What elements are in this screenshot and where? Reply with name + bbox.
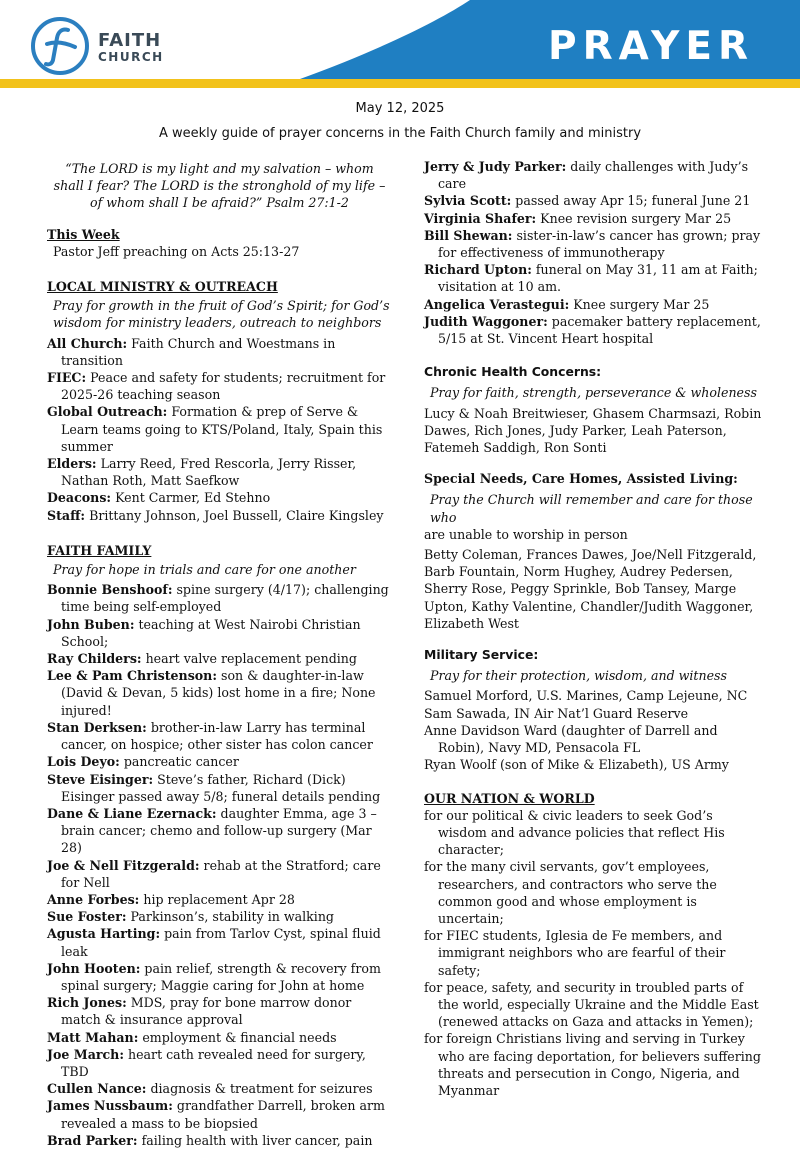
special-needs-note-cont: are unable to worship in person — [424, 526, 628, 542]
list-item: Lee & Pam Christenson: son & daughter-in-law (David & Devan, 5 kids) lost home in a fire; None injured! — [47, 668, 376, 718]
faith-family-heading: FAITH FAMILY — [47, 542, 152, 558]
list-item: Anne Forbes: hip replacement Apr 28 — [47, 891, 295, 907]
list-item: Joe & Nell Fitzgerald: rehab at the Stratford; care for Nell — [47, 857, 381, 890]
logo-faith-text: FAITH — [98, 30, 162, 51]
list-item: Lois Deyo: pancreatic cancer — [47, 754, 239, 770]
military-list — [424, 687, 764, 773]
local-ministry-note: Pray for growth in the fruit of God’s Spirit; for God’s wisdom for ministry leaders, outreach to neighbors — [53, 298, 390, 331]
list-item: Richard Upton: funeral on May 31, 11 am at Faith; visitation at 10 am. — [424, 262, 758, 295]
special-needs-heading: Special Needs, Care Homes, Assisted Living: — [424, 471, 738, 487]
nation-world-heading: OUR NATION & WORLD — [424, 790, 595, 806]
faith-family-list-continued — [424, 158, 764, 347]
list-item: John Buben: teaching at West Nairobi Christian School; — [47, 616, 361, 649]
this-week-heading: This Week — [47, 226, 120, 242]
list-item: Stan Derksen: brother-in-law Larry has terminal cancer, on hospice; other sister has colon cancer — [47, 719, 373, 753]
military-note: Pray for their protection, wisdom, and witness — [430, 668, 727, 684]
chronic-health-note: Pray for faith, strength, perseverance & wholeness — [430, 385, 757, 401]
list-item: for peace, safety, and security in troubled parts of the world, especially Ukraine and the Middle East (renewed attacks on Gaza and attacks in Yemen); — [424, 979, 759, 1030]
list-item: Agusta Harting: pain from Tarlov Cyst, spinal fluid leak — [47, 926, 381, 959]
list-item: Sam Sawada, IN Air Nat’l Guard Reserve — [424, 705, 689, 721]
date: May 12, 2025 — [355, 101, 445, 116]
list-item: FIEC: Peace and safety for students; recruitment for 2025-26 teaching season — [47, 370, 386, 403]
left-column — [47, 158, 392, 1149]
list-item: Sylvia Scott: passed away Apr 15; funeral June 21 — [424, 193, 751, 209]
this-week-text: Pastor Jeff preaching on Acts 25:13-27 — [53, 243, 300, 259]
special-needs-note: Pray the Church will remember and care for those who — [430, 492, 753, 525]
chronic-health-heading: Chronic Health Concerns: — [424, 364, 602, 380]
list-item: Steve Eisinger: Steve’s father, Richard (Dick) Eisinger passed away 5/8; funeral details pending — [47, 771, 381, 804]
local-ministry-heading: LOCAL MINISTRY & OUTREACH — [47, 279, 278, 295]
list-item: for the many civil servants, gov’t employees, researchers, and contractors who serve the common good and whose employment is uncertain; — [424, 859, 717, 926]
list-item: Rich Jones: MDS, pray for bone marrow donor match & insurance approval — [47, 995, 352, 1028]
special-needs-names: Betty Coleman, Frances Dawes, Joe/Nell Fitzgerald, Barb Fountain, Norm Hughey, Audrey Pedersen, Sherry Rose, Peggy Sprinkle, Bob Tansey, Marge Upton, Kathy Valentine, Chandler/Judith Waggoner, Elizabeth West — [424, 547, 757, 631]
list-item: Sue Foster: Parkinson’s, stability in walking — [47, 909, 334, 925]
list-item: Elders: Larry Reed, Fred Rescorla, Jerry Risser, Nathan Roth, Matt Saefkow — [47, 456, 357, 489]
list-item: Anne Davidson Ward (daughter of Darrell and Robin), Navy MD, Pensacola FL — [424, 722, 718, 756]
military-heading: Military Service: — [424, 647, 539, 663]
list-item: Joe March: heart cath revealed need for surgery, TBD — [47, 1046, 366, 1079]
list-item: Bonnie Benshoof: spine surgery (4/17); challenging time being self-employed — [47, 582, 389, 615]
subtitle: A weekly guide of prayer concerns in the Faith Church family and ministry — [158, 126, 642, 141]
right-column — [424, 158, 764, 1099]
faith-family-note: Pray for hope in trials and care for one another — [53, 562, 356, 578]
faith-logo-icon — [28, 14, 92, 78]
list-item: Judith Waggoner: pacemaker battery replacement, 5/15 at St. Vincent Heart hospital — [424, 313, 761, 347]
list-item: Matt Mahan: employment & financial needs — [47, 1029, 337, 1045]
list-item: Dane & Liane Ezernack: daughter Emma, age 3 – brain cancer; chemo and follow-up surgery (Mar 28) — [47, 805, 377, 856]
list-item: Samuel Morford, U.S. Marines, Camp Lejeune, NC — [424, 688, 748, 704]
list-item: Ray Childers: heart valve replacement pending — [47, 651, 357, 667]
list-item: Staff: Brittany Johnson, Joel Bussell, Claire Kingsley — [47, 507, 384, 523]
list-item: Angelica Verastegui: Knee surgery Mar 25 — [424, 296, 710, 312]
list-item: Brad Parker: failing health with liver cancer, pain — [47, 1132, 373, 1148]
list-item: Ryan Woolf (son of Mike & Elizabeth), US Army — [424, 757, 729, 773]
scripture-verse: “The LORD is my light and my salvation – whom shall I fear? The LORD is the stronghold of my life – of whom shall I be afraid?” Psalm 27:1-2 — [53, 161, 386, 211]
list-item: James Nussbaum: grandfather Darrell, broken arm revealed a mass to be biopsied — [47, 1098, 385, 1131]
nation-world-list — [424, 807, 764, 1099]
faith-family-list — [47, 581, 392, 1149]
logo-church-text: CHURCH — [98, 50, 164, 64]
list-item: for FIEC students, Iglesia de Fe members, and immigrant neighbors who are fearful of their safety; — [424, 928, 726, 978]
list-item: Jerry & Judy Parker: daily challenges with Judy’s care — [424, 159, 749, 192]
list-item: Global Outreach: Formation & prep of Serve & Learn teams going to KTS/Poland, Italy, Spain this summer — [47, 404, 383, 454]
list-item: All Church: Faith Church and Woestmans in transition — [47, 335, 336, 368]
list-item: Deacons: Kent Carmer, Ed Stehno — [47, 490, 271, 506]
list-item: Cullen Nance: diagnosis & treatment for seizures — [47, 1081, 373, 1097]
header-banner — [0, 0, 800, 88]
list-item: for our political & civic leaders to seek God’s wisdom and advance policies that reflect His character; — [424, 807, 725, 858]
list-item: John Hooten: pain relief, strength & recovery from spinal surgery; Maggie caring for John at home — [47, 960, 381, 993]
page-title: PRAYER — [548, 24, 754, 69]
local-ministry-list — [47, 335, 392, 524]
list-item: Virginia Shafer: Knee revision surgery Mar 25 — [424, 210, 732, 226]
chronic-health-names: Lucy & Noah Breitwieser, Ghasem Charmsazi, Robin Dawes, Rich Jones, Judy Parker, Leah Paterson, Fatemeh Saddigh, Ron Sonti — [424, 405, 762, 456]
list-item: for foreign Christians living and serving in Turkey who are facing deportation, for believers suffering threats and persecution in Congo, Nigeria, and Myanmar — [424, 1031, 761, 1098]
list-item: Bill Shewan: sister-in-law’s cancer has grown; pray for effectiveness of immunotherapy — [424, 227, 761, 261]
